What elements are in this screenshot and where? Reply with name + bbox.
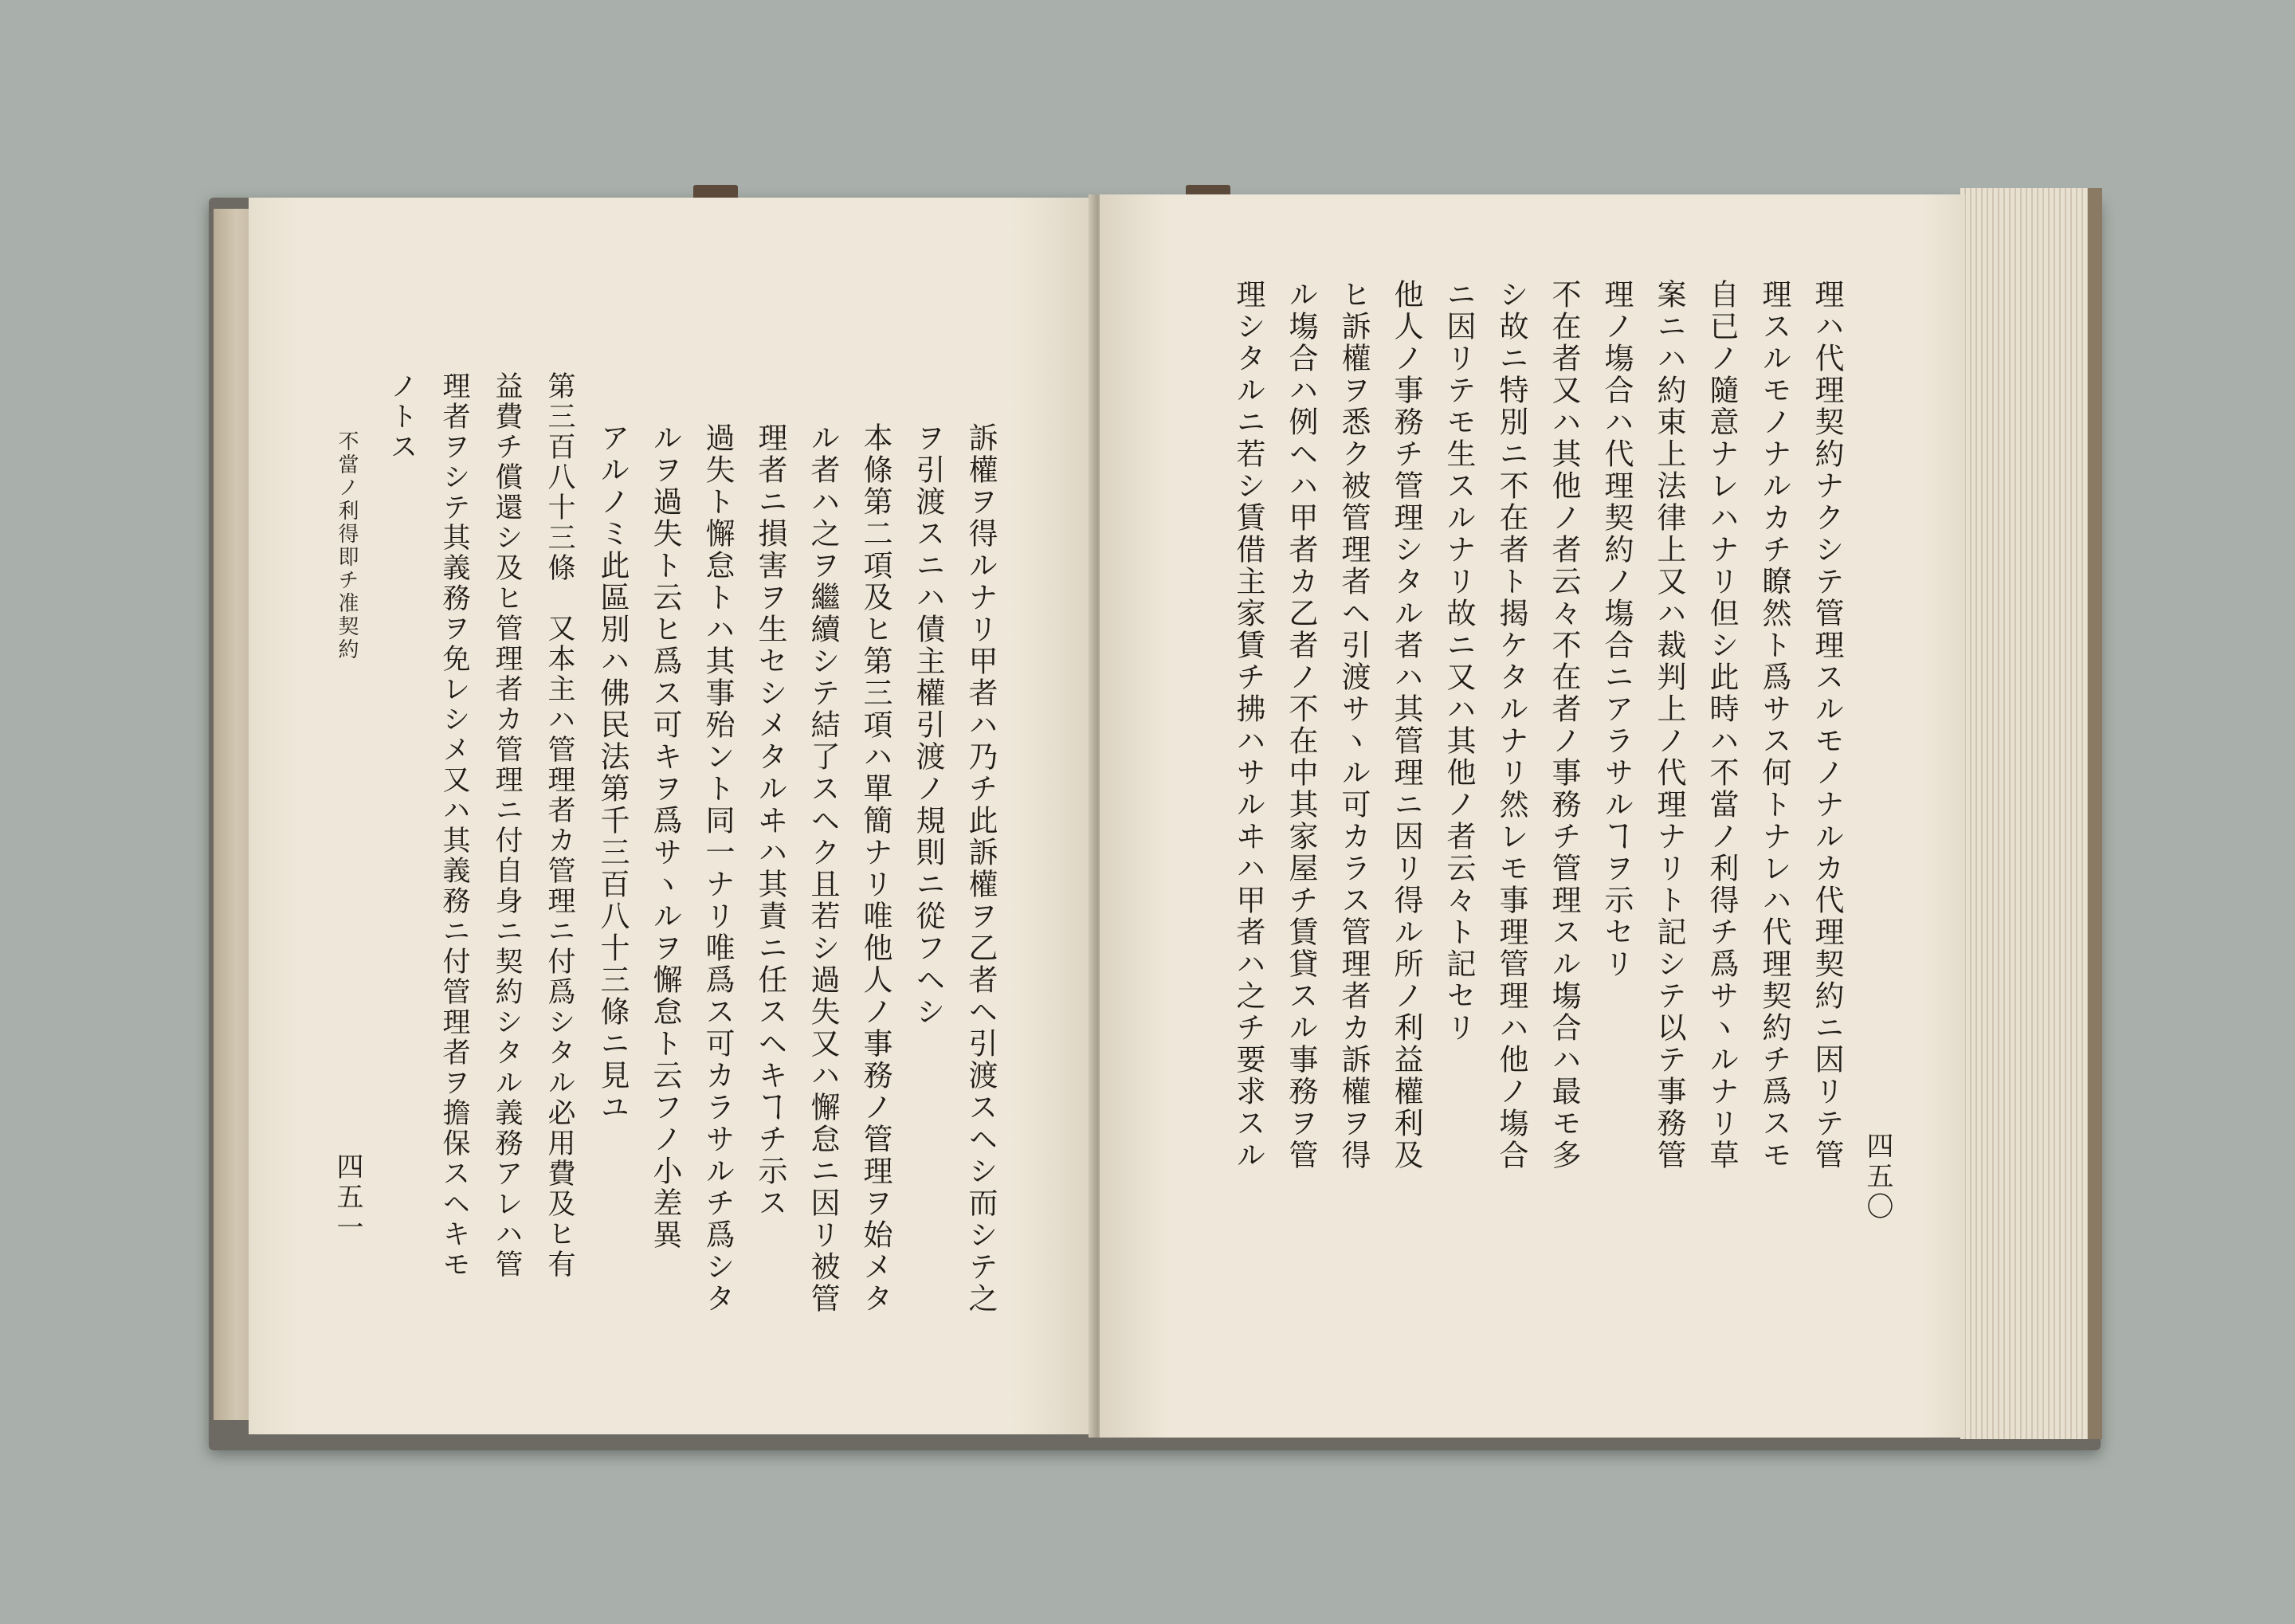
right-col-7: シ故ニ特別ニ不在者ト揭ケタルナリ然レモ事理管理ハ他ノ塲合 xyxy=(1494,279,1528,1171)
right-col-1: 理ハ代理契約ナクシテ管理スルモノナルカ代理契約ニ因リテ管 xyxy=(1810,279,1844,1171)
left-col-3: 本條第二項及ヒ第三項ハ單簡ナリ唯他人ノ事務ノ管理ヲ始メタ xyxy=(858,422,892,1315)
left-col-10: 益費チ償還シ及ヒ管理者カ管理ニ付自身ニ契約シタル義務アレハ管 xyxy=(491,371,523,1280)
left-col-1: 訴權ヲ得ルナリ甲者ハ乃チ此訴權ヲ乙者ヘ引渡スヘシ而シテ之 xyxy=(963,422,998,1315)
right-col-2: 理スルモノナルカチ瞭然ト爲サス何トナレハ代理契約チ爲スモ xyxy=(1757,279,1791,1171)
running-head: 不當ノ利得即チ准契約 xyxy=(335,430,359,661)
left-col-6: 過失ト懈怠トハ其事殆ント同一ナリ唯爲ス可カラサルチ爲シタ xyxy=(700,422,735,1315)
right-page xyxy=(1100,194,1965,1438)
right-col-4: 案ニハ約束上法律上又ハ裁判上ノ代理ナリト記シテ以テ事務管 xyxy=(1652,279,1686,1171)
page-number-right: 四五〇 xyxy=(1862,1132,1893,1222)
left-col-2: ヲ引渡スニハ債主權引渡ノ規則ニ從フヘシ xyxy=(911,422,945,1028)
left-page xyxy=(249,198,1095,1434)
right-col-3: 自已ノ隨意ナレハナリ但シ此時ハ不當ノ利得チ爲サヽルナリ草 xyxy=(1705,279,1739,1171)
right-col-9: 他人ノ事務チ管理シタル者ハ其管理ニ因リ得ル所ノ利益權利及 xyxy=(1389,279,1423,1171)
left-col-11: 理者ヲシテ其義務ヲ免レシメ又ハ其義務ニ付管理者ヲ擔保スヘキモ xyxy=(438,371,470,1280)
right-col-12: 理シタルニ若シ賃借主家賃チ拂ハサルヰハ甲者ハ之チ要求スル xyxy=(1231,279,1265,1171)
left-col-8: アルノミ此區別ハ佛民法第千三百八十三條ニ見ユ xyxy=(595,422,630,1124)
left-col-12: ノトス xyxy=(386,371,418,462)
left-col-9: 第三百八十三條 又本主ハ管理者カ管理ニ付爲シタル必用費及ヒ有 xyxy=(543,371,575,1280)
right-col-6: 不在者又ハ其他ノ者云々不在者ノ事務チ管理スル塲合ハ最モ多 xyxy=(1547,279,1581,1171)
right-col-10: ヒ訴權ヲ悉ク被管理者ヘ引渡サヽル可カラス管理者カ訴權ヲ得 xyxy=(1336,279,1371,1171)
left-col-4: ル者ハ之ヲ繼續シテ結了スヘク且若シ過失又ハ懈怠ニ因リ被管 xyxy=(806,422,840,1315)
right-col-5: 理ノ塲合ハ代理契約ノ塲合ニアラサルヿヲ示セリ xyxy=(1599,279,1634,980)
page-number-left: 四五一 xyxy=(332,1152,363,1243)
right-col-11: ル塲合ハ例ヘハ甲者カ乙者ノ不在中其家屋チ賃貸スル事務ヲ管 xyxy=(1284,279,1318,1171)
left-col-7: ルヲ過失ト云ヒ爲ス可キヲ爲サヽルヲ懈怠ト云フノ小差異 xyxy=(648,422,682,1251)
right-col-8: ニ因リテモ生スルナリ故ニ又ハ其他ノ者云々ト記セリ xyxy=(1442,279,1476,1044)
left-col-5: 理者ニ損害ヲ生セシメタルヰハ其責ニ任スヘキヿチ示ス xyxy=(753,422,787,1219)
page-edges-right xyxy=(1960,188,2102,1439)
